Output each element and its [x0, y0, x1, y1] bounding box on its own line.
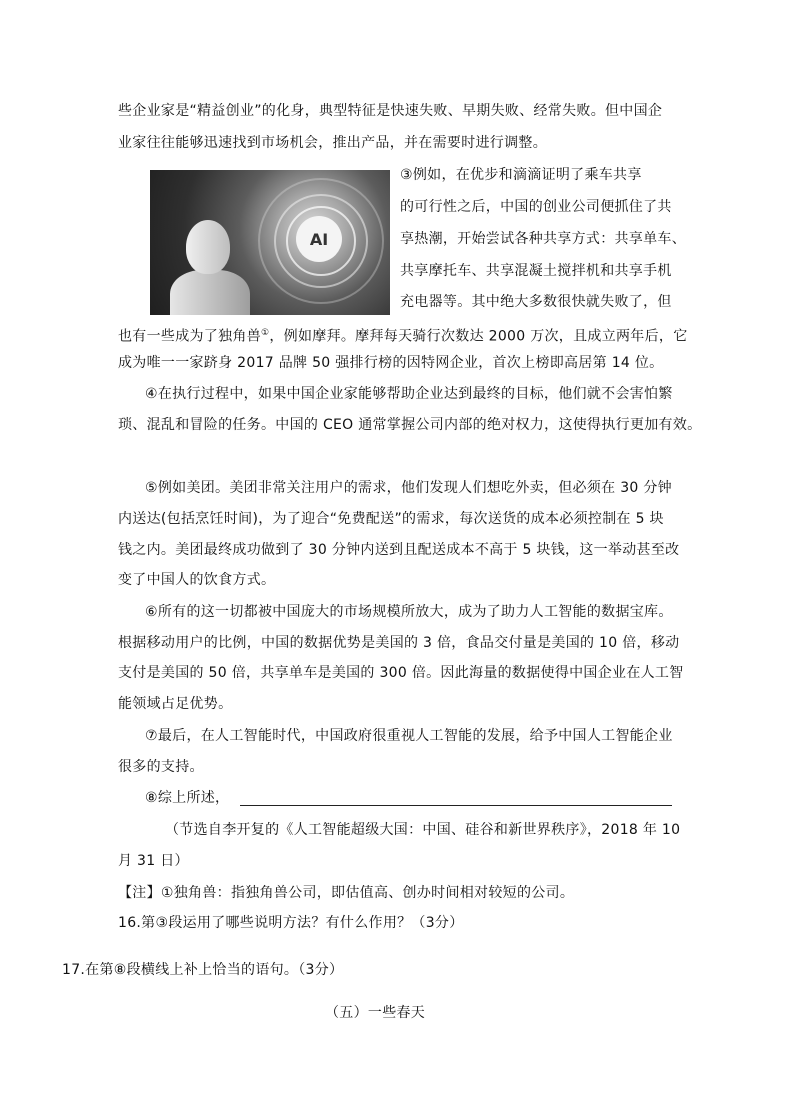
paragraph-line: 成为唯一一家跻身 2017 品牌 50 强排行榜的因特网企业，首次上榜即高居第 14 位。	[118, 355, 664, 371]
line-text: ，例如摩拜。摩拜每天骑行次数达 2000 万次，且成立两年后，它	[269, 328, 688, 345]
paragraph-line: 支付是美国的 50 倍，共享单车是美国的 300 倍。因此海量的数据使得中国企业在人工智	[118, 665, 684, 681]
robot-head	[186, 220, 230, 274]
line-text: 也有一些成为了独角兽	[118, 328, 261, 345]
paragraph-line: ⑥所有的这一切都被中国庞大的市场规模所放大，成为了助力人工智能的数据宝库。	[145, 604, 673, 620]
paragraph-line: ⑧综上所述，	[145, 790, 230, 806]
ai-logo: AI	[296, 216, 342, 262]
footnote: 【注】①独角兽：指独角兽公司，即估值高、创办时间相对较短的公司。	[118, 885, 575, 901]
paragraph-line: 充电器等。其中绝大多数很快就失败了，但	[400, 294, 672, 310]
section-heading: （五）一些春天	[325, 1005, 426, 1021]
source-citation: 月 31 日）	[118, 853, 189, 869]
paragraph-line	[118, 323, 688, 347]
robot-body	[170, 270, 250, 315]
source-citation: （节选自李开复的《人工智能超级大国：中国、硅谷和新世界秩序》，2018 年 10	[165, 822, 681, 838]
paragraph-line: 能领域占足优势。	[118, 696, 233, 712]
ai-robot-image	[150, 170, 390, 315]
paragraph-line: ③例如，在优步和滴滴证明了乘车共享	[400, 167, 642, 183]
paragraph-line: 内送达(包括烹饪时间)，为了迎合“免费配送”的需求，每次送货的成本必须控制在 5 块	[118, 511, 664, 527]
paragraph-line: 钱之内。美团最终成功做到了 30 分钟内送到且配送成本不高于 5 块钱，这一举动甚至改	[118, 542, 680, 558]
paragraph-line: 的可行性之后，中国的创业公司便抓住了共	[400, 199, 672, 215]
paragraph-line: ④在执行过程中，如果中国企业家能够帮助企业达到最终的目标，他们就不会害怕繁	[145, 386, 673, 402]
paragraph-line: 琐、混乱和冒险的任务。中国的 CEO 通常掌握公司内部的绝对权力，这使得执行更加有效。	[118, 417, 702, 433]
footnote-marker: ①	[261, 328, 270, 338]
paragraph-line: ⑦最后，在人工智能时代，中国政府很重视人工智能的发展，给予中国人工智能企业	[145, 728, 673, 744]
paragraph-line: 享热潮，开始尝试各种共享方式：共享单车、	[400, 231, 686, 247]
answer-blank-line	[240, 805, 672, 806]
paragraph-line: ⑤例如美团。美团非常关注用户的需求，他们发现人们想吃外卖，但必须在 30 分钟	[145, 480, 672, 496]
paragraph-line: 些企业家是“精益创业”的化身，典型特征是快速失败、早期失败、经常失败。但中国企	[118, 103, 663, 119]
paragraph-line: 根据移动用户的比例，中国的数据优势是美国的 3 倍，食品交付量是美国的 10 倍，移动	[118, 635, 680, 651]
paragraph-line: 业家往往能够迅速找到市场机会，推出产品，并在需要时进行调整。	[118, 135, 547, 151]
paragraph-line: 很多的支持。	[118, 759, 204, 775]
question-16: 16.第③段运用了哪些说明方法？有什么作用？（3分）	[118, 915, 464, 931]
paragraph-line: 变了中国人的饮食方式。	[118, 572, 276, 588]
paragraph-line: 共享摩托车、共享混凝土搅拌机和共享手机	[400, 263, 672, 279]
question-17: 17.在第⑧段横线上补上恰当的语句。（3分）	[62, 962, 344, 978]
